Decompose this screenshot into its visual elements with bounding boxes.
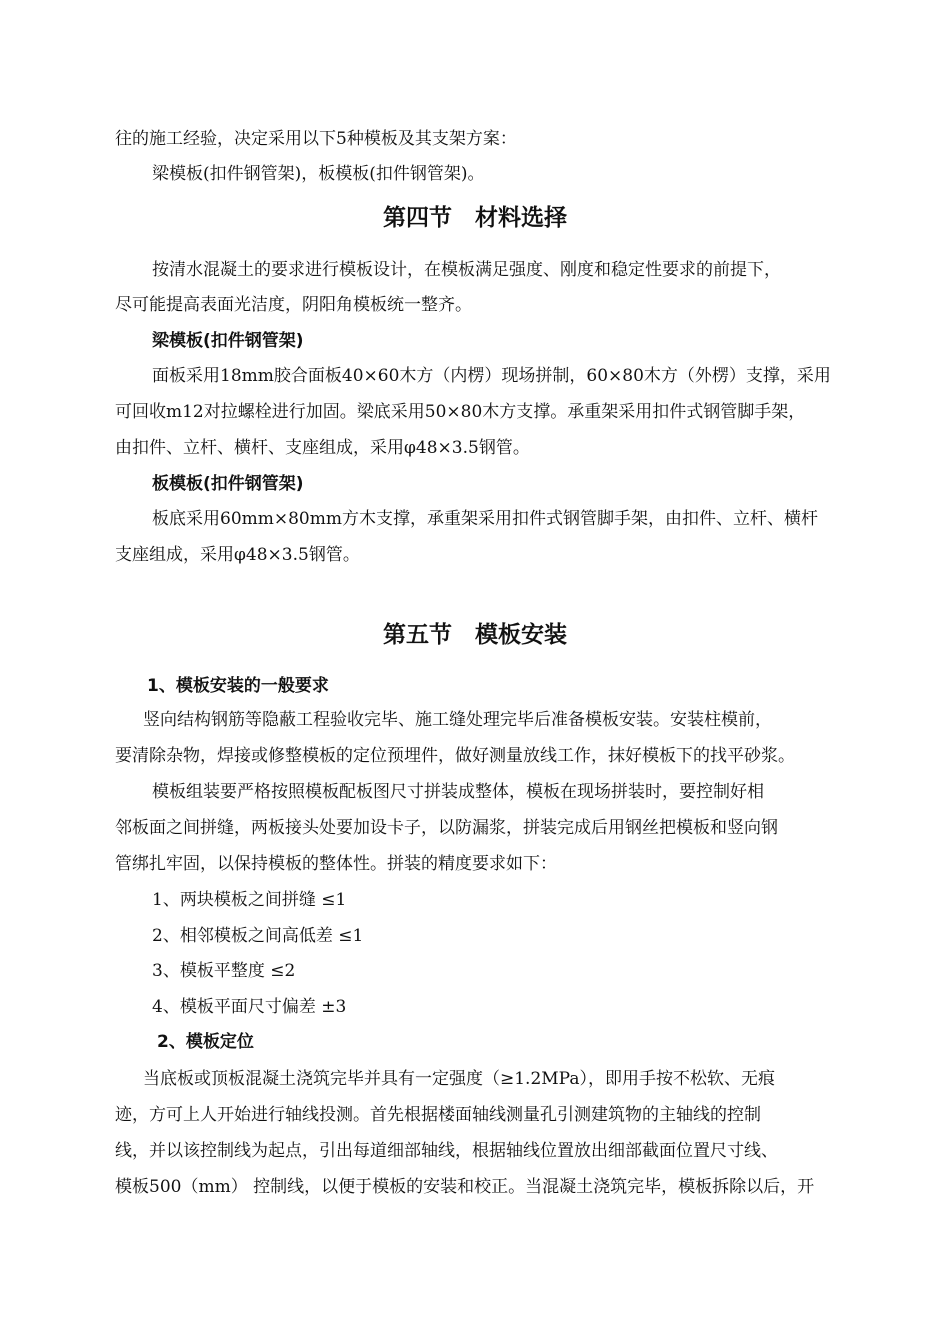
paragraph-line: 模板组装要严格按照模板配板图尺寸拼装成整体，模板在现场拼装时，要控制好相 xyxy=(152,782,764,802)
paragraph-line: 由扣件、立杆、横杆、支座组成，采用φ48×3.5钢管。 xyxy=(115,438,530,458)
paragraph-line: 按清水混凝土的要求进行模板设计，在模板满足强度、刚度和稳定性要求的前提下， xyxy=(152,260,781,280)
subsection-1-heading: 1、模板安装的一般要求 xyxy=(147,676,329,696)
section-5-heading: 第五节 模板安装 xyxy=(383,622,567,648)
beam-formwork-heading: 梁模板(扣件钢管架) xyxy=(152,331,304,351)
paragraph-line: 线，并以该控制线为起点，引出每道细部轴线，根据轴线位置放出细部截面位置尺寸线、 xyxy=(115,1141,778,1161)
requirement-item: 4、模板平面尺寸偏差 ±3 xyxy=(152,997,347,1017)
paragraph-line: 要清除杂物，焊接或修整模板的定位预埋件，做好测量放线工作，抹好模板下的找平砂浆。 xyxy=(115,746,795,766)
paragraph-line: 迹，方可上人开始进行轴线投测。首先根据楼面轴线测量孔引测建筑物的主轴线的控制 xyxy=(115,1105,761,1125)
paragraph-line: 竖向结构钢筋等隐蔽工程验收完毕、施工缝处理完毕后准备模板安装。安装柱模前， xyxy=(143,710,772,730)
paragraph-line: 尽可能提高表面光洁度，阴阳角模板统一整齐。 xyxy=(115,295,472,315)
paragraph-line: 往的施工经验，决定采用以下5种模板及其支架方案： xyxy=(115,129,517,149)
requirement-item: 3、模板平整度 ≤2 xyxy=(152,961,296,981)
paragraph-line: 模板500（mm） 控制线，以便于模板的安装和校正。当混凝土浇筑完毕，模板拆除以后，开 xyxy=(115,1177,815,1197)
paragraph-line: 管绑扎牢固，以保持模板的整体性。拼装的精度要求如下： xyxy=(115,854,557,874)
paragraph-line: 板底采用60mm×80mm方木支撑，承重架采用扣件式钢管脚手架，由扣件、立杆、横杆 xyxy=(152,509,818,529)
paragraph-line: 梁模板(扣件钢管架)，板模板(扣件钢管架)。 xyxy=(152,164,485,184)
paragraph-line: 邻板面之间拼缝，两板接头处要加设卡子，以防漏浆，拼装完成后用钢丝把模板和竖向钢 xyxy=(115,818,778,838)
requirement-item: 2、相邻模板之间高低差 ≤1 xyxy=(152,926,364,946)
paragraph-line: 支座组成，采用φ48×3.5钢管。 xyxy=(115,545,360,565)
paragraph-line: 面板采用18mm胶合面板40×60木方（内楞）现场拼制，60×80木方（外楞）支撑，采用 xyxy=(152,366,831,386)
paragraph-line: 当底板或顶板混凝土浇筑完毕并具有一定强度（≥1.2MPa），即用手按不松软、无痕 xyxy=(143,1069,775,1089)
section-4-heading: 第四节 材料选择 xyxy=(383,205,567,231)
requirement-item: 1、两块模板之间拼缝 ≤1 xyxy=(152,890,347,910)
subsection-2-heading: 2、模板定位 xyxy=(157,1032,254,1052)
paragraph-line: 可回收m12对拉螺栓进行加固。梁底采用50×80木方支撑。承重架采用扣件式钢管脚手架， xyxy=(115,402,806,422)
slab-formwork-heading: 板模板(扣件钢管架) xyxy=(152,474,304,494)
